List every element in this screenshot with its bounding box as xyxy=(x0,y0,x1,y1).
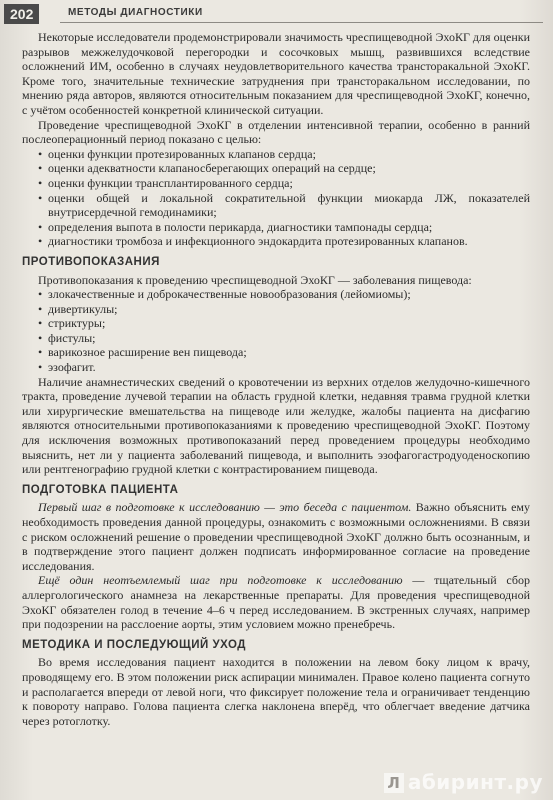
list-item: • фистулы; xyxy=(38,331,530,346)
page-header xyxy=(0,0,553,26)
intro-paragraph-1: Некоторые исследователи продемонстрировали значимость чреспищеводной ЭхоКГ для оценки разрывов межжелудочковой перегородки и сосочковых мышц, развившихся вследствие осложнений ИМ, особенно в случаях неудовлетворительного качества трансторакальной ЭхоКГ. Кроме того, значительные технические затруднения при трансторакальном исследовании, по мнению ряда авторов, являются относительным показанием для чреспищеводной ЭхоКГ, конечно, с учётом особенностей конкретной клинической ситуации. xyxy=(22,30,530,117)
section-heading-preparation: ПОДГОТОВКА ПАЦИЕНТА xyxy=(22,483,179,496)
list-item: • оценки функции трансплантированного сердца; xyxy=(38,176,530,191)
list-item: • эзофагит. xyxy=(38,360,530,375)
list-item: • стриктуры; xyxy=(38,316,530,331)
running-title: МЕТОДЫ ДИАГНОСТИКИ xyxy=(68,7,203,18)
prep-paragraph-2 xyxy=(22,573,530,631)
section-heading-contraindications: ПРОТИВОПОКАЗАНИЯ xyxy=(22,255,160,268)
page-body xyxy=(22,30,530,728)
method-paragraph: Во время исследования пациент находится в положении на левом боку лицом к врачу, проводящему его. В этом положении риск аспирации минимален. Правое колено пациента согнуто и располагается впереди от левой ноги, что фиксирует положение тела и ограничивает тенденцию к повороту направо. Голова пациента слегка наклонена вперёд, что облегчает введение датчика через ротоглотку. xyxy=(22,655,530,728)
contraindications-list xyxy=(22,287,530,375)
prep-paragraph-2-emphasis: Ещё один неотъемлемый шаг при подготовке к исследованию xyxy=(38,573,403,588)
header-rule xyxy=(60,22,543,23)
watermark-logo-icon: Л xyxy=(384,773,404,793)
section-heading-method: МЕТОДИКА И ПОСЛЕДУЮЩИЙ УХОД xyxy=(22,638,246,651)
list-item: • злокачественные и доброкачественные новообразования (лейомиомы); xyxy=(38,287,530,302)
list-item: • варикозное расширение вен пищевода; xyxy=(38,345,530,360)
contra-lead: Противопоказания к проведению чреспищеводной ЭхоКГ — заболевания пищевода: xyxy=(38,272,472,287)
watermark xyxy=(384,770,543,794)
list-item: • оценки функции протезированных клапанов сердца; xyxy=(38,147,530,162)
intro-paragraph-2: Проведение чреспищеводной ЭхоКГ в отделении интенсивной терапии, особенно в ранний послеоперационный период показано с целью: xyxy=(22,117,530,147)
prep-paragraph-1 xyxy=(22,500,530,573)
list-item: • дивертикулы; xyxy=(38,302,530,317)
prep-paragraph-1-emphasis: Первый шаг в подготовке к исследованию — это беседа с пациентом. xyxy=(38,500,412,515)
list-item: • диагностики тромбоза и инфекционного эндокардита протезированных клапанов. xyxy=(38,234,530,249)
list-item: • оценки адекватности клапаносберегающих операций на сердце; xyxy=(38,161,530,176)
prep-paragraph-2-text: — тщательный сбор аллергологического анамнеза на лекарственные препараты. Для проведения чреспищеводной ЭхоКГ обязателен голод в течение 4–6 ч перед исследованием. В экстренных случаях, например при подозрении на расслоение аорты, этим условием можно пренебречь. xyxy=(22,573,530,632)
contra-paragraph: Наличие анамнестических сведений о кровотечении из верхних отделов желудочно-кишечного тракта, проведение лучевой терапии на область грудной клетки, недавняя травма грудной клетки или хирургические вмешательства на пищеводе или желудке, жалобы пациента на дисфагию являются относительными противопоказаниями к проведению чреспищеводной ЭхоКГ. Поэтому для исключения возможных противопоказаний перед проведением процедуры необходимо выяснить, нет ли у пациента заболеваний пищевода, и выполнить эзофагогастродуоденоскопию или рентгенографию грудной клетки с контрастированием пищевода. xyxy=(22,374,530,477)
list-item: • оценки общей и локальной сократительной функции миокарда ЛЖ, показателей внутрисердечной гемодинамики; xyxy=(38,191,530,220)
watermark-text: абиринт.ру xyxy=(407,770,543,794)
prep-paragraph-1-text: Важно объяснить ему необходимость проведения данной процедуры, ознакомить с возможными осложнениями. В связи с риском осложнений решение о проведении чреспищеводной ЭхоКГ должно быть осознанным, и в подтверждение этого пациент должен подписать информированное согласие на проведение исследования. xyxy=(22,500,530,573)
page-number: 202 xyxy=(4,4,39,24)
list-item: • определения выпота в полости перикарда, диагностики тампонады сердца; xyxy=(38,220,530,235)
indications-list xyxy=(22,147,530,249)
